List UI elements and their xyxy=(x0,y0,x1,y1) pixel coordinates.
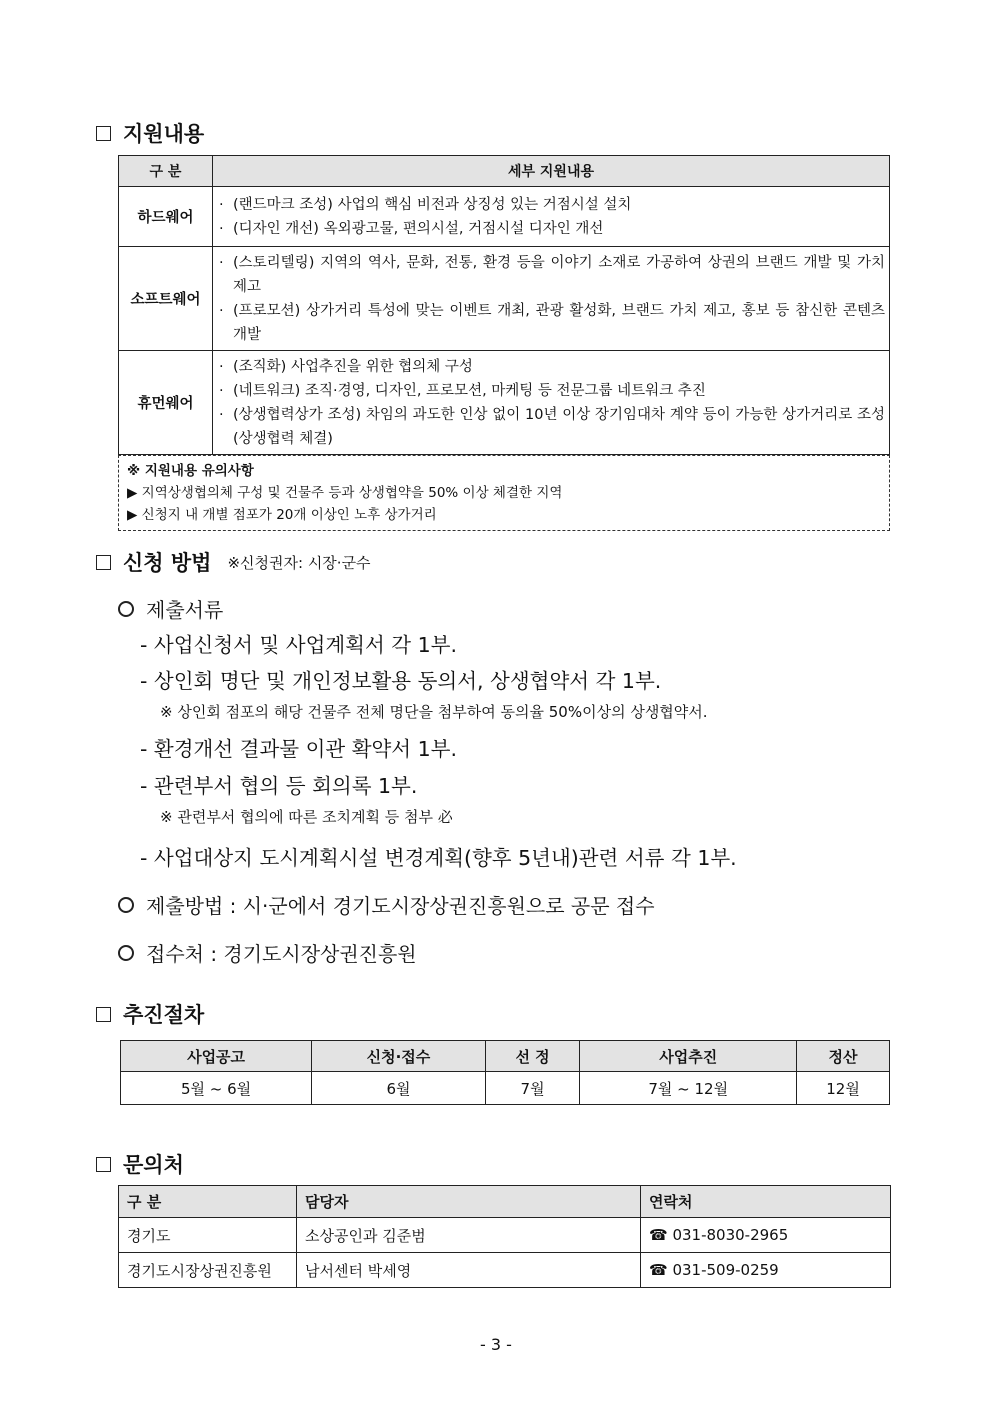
contact-person: 소상공인과 김준범 xyxy=(297,1218,641,1253)
support-col-category: 구 분 xyxy=(119,156,213,187)
notes-title: ※ 지원내용 유의사항 xyxy=(127,463,254,479)
process-header: 사업추진 xyxy=(580,1041,797,1072)
list-item: · (프로모션) 상가거리 특성에 맞는 이벤트 개최, 관광 활성화, 브랜드 가치 제고, 홍보 등 참신한 콘텐츠 개발 xyxy=(219,302,885,343)
process-heading-text: 추진절차 xyxy=(123,1003,205,1027)
contact-phone: ☎ 031-8030-2965 xyxy=(641,1218,891,1253)
apply-heading-note: ※신청권자: 시장·군수 xyxy=(227,553,371,572)
list-item: · (네트워크) 조직·경영, 디자인, 프로모션, 마케팅 등 전문그룹 네트워크 추진 xyxy=(219,382,706,399)
support-notes-box xyxy=(118,455,890,531)
checkbox-square-icon xyxy=(96,555,111,570)
contact-header: 담당자 xyxy=(297,1186,641,1218)
process-header-row xyxy=(121,1041,890,1072)
checkbox-square-icon xyxy=(96,1157,111,1172)
support-detail xyxy=(213,351,890,455)
contact-header: 연락처 xyxy=(641,1186,891,1218)
process-header: 사업공고 xyxy=(121,1041,312,1072)
doc-item: - 환경개선 결과물 이관 확약서 1부. xyxy=(140,737,457,761)
process-value: 7월 ~ 12월 xyxy=(580,1072,797,1105)
apply-section-heading xyxy=(96,547,371,577)
table-row xyxy=(119,1253,891,1288)
process-header: 정산 xyxy=(797,1041,890,1072)
process-value: 6월 xyxy=(312,1072,486,1105)
note-item: ▶ 지역상생협의체 구성 및 건물주 등과 상생협약을 50% 이상 체결한 지역 xyxy=(127,485,563,501)
doc-item: - 관련부서 협의 등 회의록 1부. xyxy=(140,774,418,798)
apply-heading-text: 신청 방법 xyxy=(123,551,212,575)
support-detail xyxy=(213,247,890,351)
process-header: 선 정 xyxy=(485,1041,580,1072)
process-header: 신청·접수 xyxy=(312,1041,486,1072)
checkbox-square-icon xyxy=(96,1007,111,1022)
process-section-heading xyxy=(96,999,204,1029)
receiver: 접수처 : 경기도시장상권진흥원 xyxy=(118,938,417,967)
doc-item: - 사업신청서 및 사업계획서 각 1부. xyxy=(140,633,457,657)
doc-item: - 상인회 명단 및 개인정보활용 동의서, 상생협약서 각 1부. xyxy=(140,669,662,693)
page-number: - 3 - xyxy=(480,1335,512,1354)
contact-table xyxy=(118,1185,891,1288)
support-table-header xyxy=(119,156,890,187)
process-table xyxy=(120,1040,890,1105)
contact-org: 경기도시장상권진흥원 xyxy=(119,1253,297,1288)
contact-heading-text: 문의처 xyxy=(123,1153,184,1177)
table-row xyxy=(119,1218,891,1253)
submit-method: 제출방법 : 시·군에서 경기도시장상권진흥원으로 공문 접수 xyxy=(118,890,655,919)
list-item: · (상생협력상가 조성) 차임의 과도한 인상 없이 10년 이상 장기임대차 계약 등이 가능한 상가거리로 조성(상생협력 체결) xyxy=(219,406,885,447)
circle-bullet-icon xyxy=(118,945,134,961)
support-col-detail: 세부 지원내용 xyxy=(213,156,890,187)
note-item: ▶ 신청지 내 개별 점포가 20개 이상인 노후 상가거리 xyxy=(127,507,437,523)
list-item: · (스토리텔링) 지역의 역사, 문화, 전통, 환경 등을 이야기 소재로 가공하여 상권의 브랜드 개발 및 가치 제고 xyxy=(219,254,885,295)
contact-header-row xyxy=(119,1186,891,1218)
list-item: · (디자인 개선) 옥외광고물, 편의시설, 거점시설 디자인 개선 xyxy=(219,220,604,237)
doc-note: ※ 관련부서 협의에 따른 조치계획 등 첨부 必 xyxy=(160,808,453,826)
support-category: 휴먼웨어 xyxy=(119,351,213,455)
support-detail xyxy=(213,187,890,247)
doc-item: - 사업대상지 도시계획시설 변경계획(향후 5년내)관련 서류 각 1부. xyxy=(140,846,737,870)
contact-header: 구 분 xyxy=(119,1186,297,1218)
support-row-humanware xyxy=(119,351,890,455)
contact-org: 경기도 xyxy=(119,1218,297,1253)
support-section-heading xyxy=(96,118,204,148)
contact-phone: ☎ 031-509-0259 xyxy=(641,1253,891,1288)
contact-person: 남서센터 박세영 xyxy=(297,1253,641,1288)
support-row-hardware xyxy=(119,187,890,247)
support-category: 소프트웨어 xyxy=(119,247,213,351)
circle-bullet-icon xyxy=(118,897,134,913)
doc-note: ※ 상인회 점포의 해당 건물주 전체 명단을 첨부하여 동의율 50%이상의 상생협약서. xyxy=(160,703,708,721)
support-row-software xyxy=(119,247,890,351)
process-value: 7월 xyxy=(485,1072,580,1105)
support-heading-text: 지원내용 xyxy=(123,122,205,146)
process-value: 12월 xyxy=(797,1072,890,1105)
checkbox-square-icon xyxy=(96,126,111,141)
list-item: · (랜드마크 조성) 사업의 핵심 비전과 상징성 있는 거점시설 설치 xyxy=(219,196,632,213)
support-category: 하드웨어 xyxy=(119,187,213,247)
support-table xyxy=(118,155,890,455)
contact-section-heading xyxy=(96,1149,184,1179)
documents-title: 제출서류 xyxy=(118,594,223,623)
list-item: · (조직화) 사업추진을 위한 협의체 구성 xyxy=(219,358,473,375)
circle-bullet-icon xyxy=(118,601,134,617)
process-value-row xyxy=(121,1072,890,1105)
process-value: 5월 ~ 6월 xyxy=(121,1072,312,1105)
